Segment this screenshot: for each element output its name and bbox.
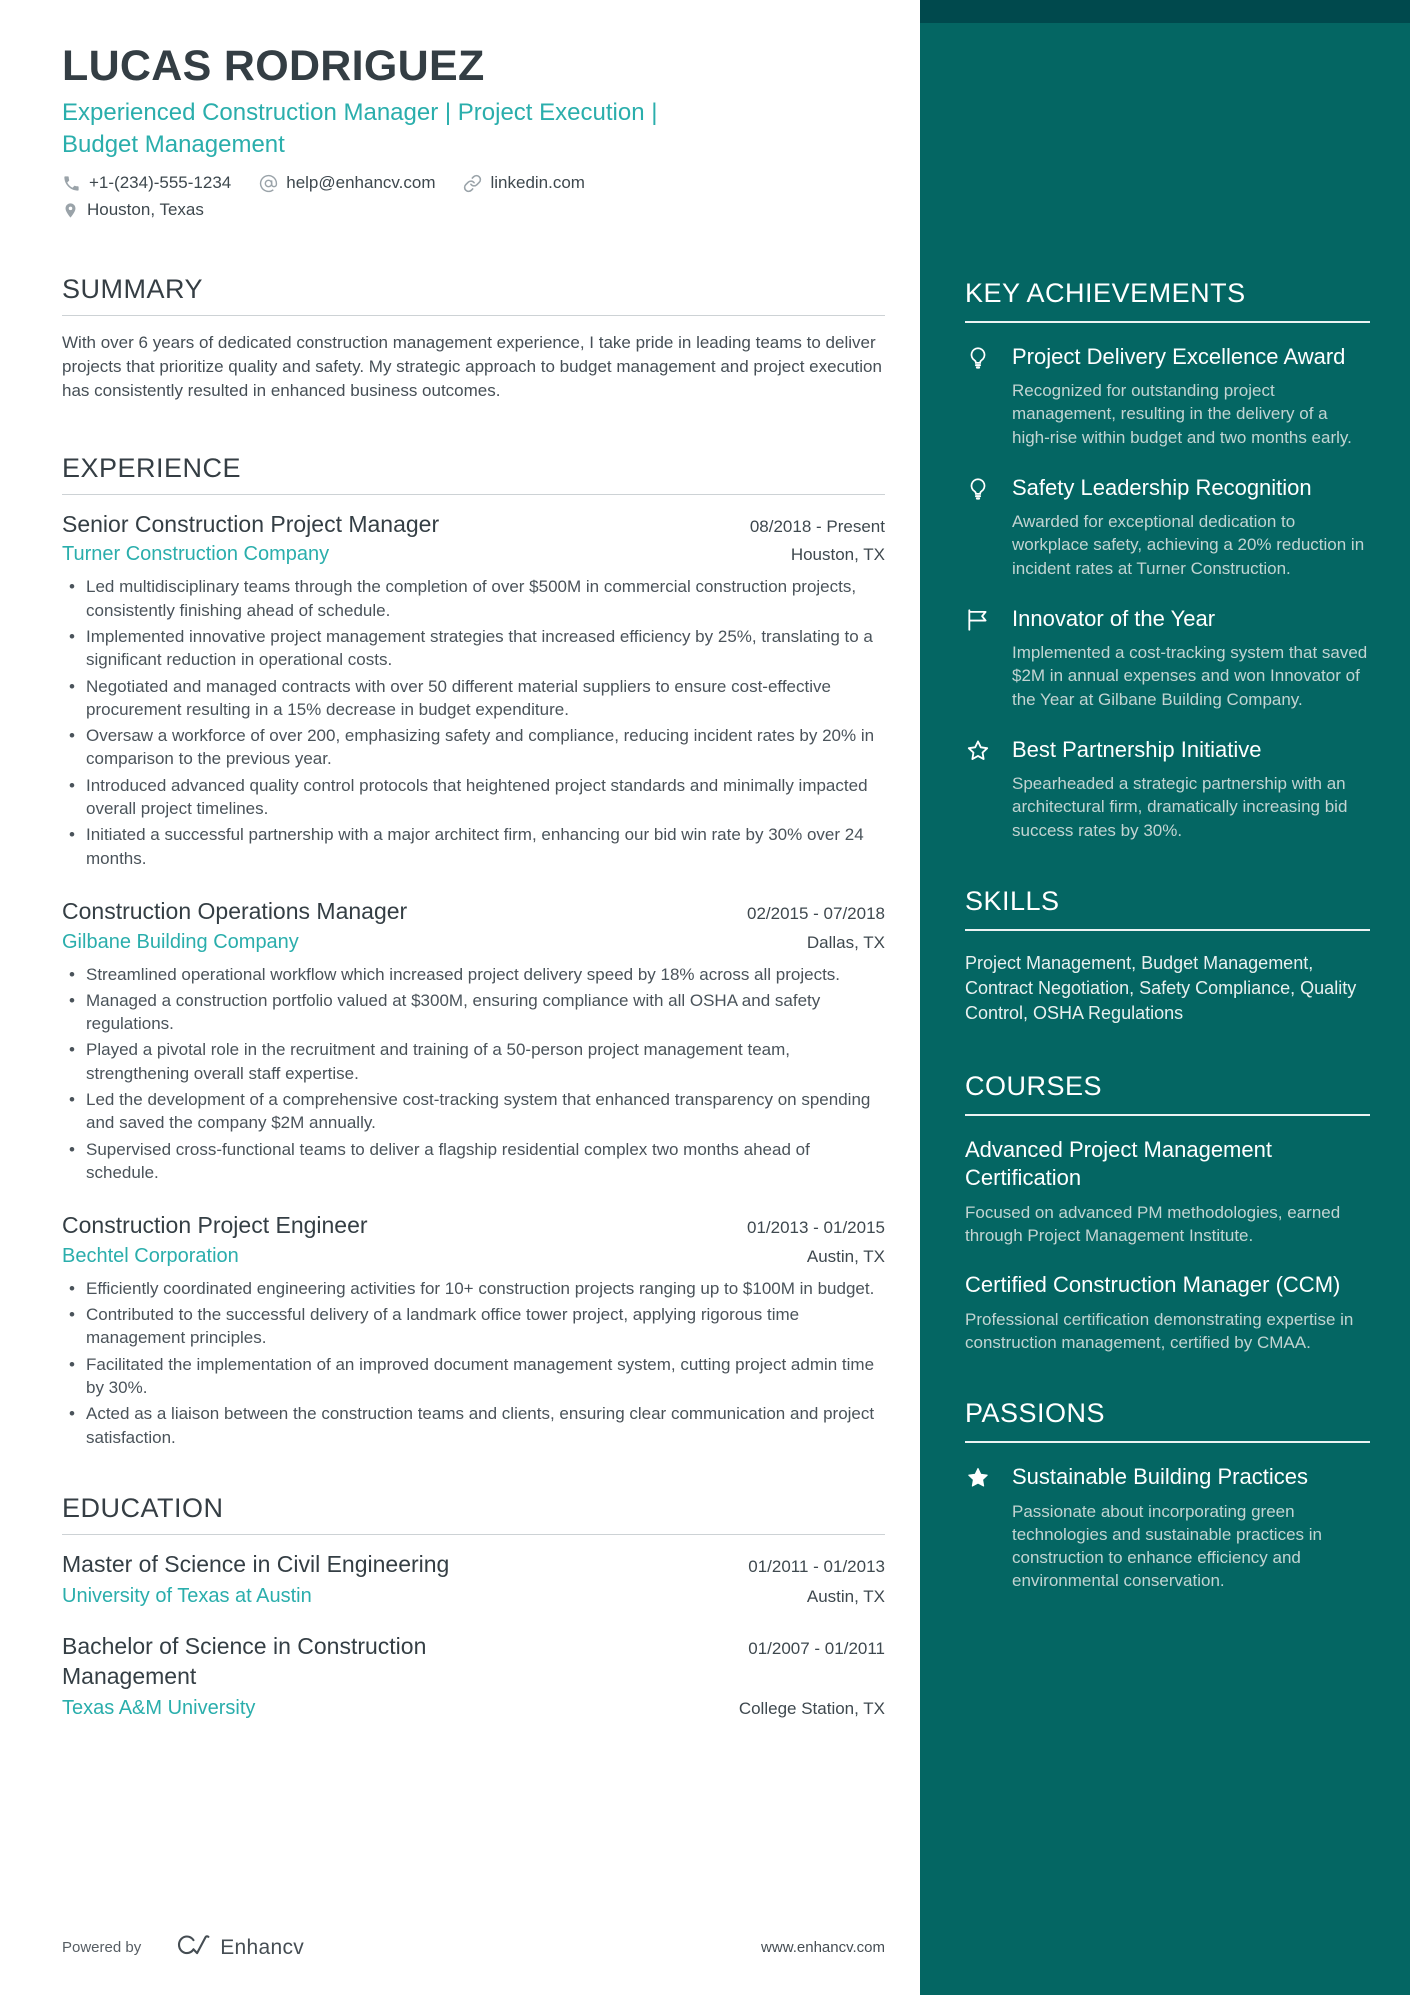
powered-by-label: Powered by (62, 1939, 142, 1956)
section-divider (62, 1534, 885, 1535)
degree-title: Master of Science in Civil Engineering (62, 1550, 450, 1577)
phone-number[interactable]: +1-(234)-555-1234 (89, 173, 232, 193)
job-bullet: • Managed a construction portfolio valued at $300M, ensuring compliance with all OSHA and safety regulations. (62, 989, 885, 1036)
location-text: Houston, Texas (87, 200, 204, 220)
link-icon (463, 174, 482, 193)
key-achievements-heading: KEY ACHIEVEMENTS (965, 278, 1246, 308)
course-text: Professional certification demonstrating expertise in construction management, certified by CMAA. (965, 1309, 1354, 1353)
job-bullet: • Played a pivotal role in the recruitment and training of a 50-person project management team, strengthening overall staff expertise. (62, 1038, 885, 1085)
passions-section (965, 1398, 1370, 1592)
job-bullet-list (62, 963, 885, 1185)
passions-heading: PASSIONS (965, 1398, 1106, 1429)
job-bullet: • Acted as a liaison between the construction teams and clients, ensuring clear communication and project satisfaction. (62, 1402, 885, 1449)
achievement-text: Awarded for exceptional dedication to workplace safety, achieving a 20% reduction in incident rates at Turner Construction. (1012, 512, 1365, 578)
enhancv-brand[interactable] (175, 1932, 304, 1963)
job-bullet-list (62, 1277, 885, 1449)
contact-row (62, 173, 885, 193)
sidebar-divider (965, 929, 1370, 931)
achievement-title: Safety Leadership Recognition (1012, 475, 1312, 500)
experience-section (62, 453, 885, 1449)
courses-section (965, 1071, 1370, 1355)
experience-heading: EXPERIENCE (62, 452, 242, 483)
skills-heading: SKILLS (965, 886, 1060, 916)
skills-list: Project Management, Budget Management, Contract Negotiation, Safety Compliance, Quality Control, OSHA Regulations (965, 953, 1357, 1024)
job-bullet: • Efficiently coordinated engineering activities for 10+ construction projects ranging up to $100M in budget. (62, 1277, 885, 1300)
job-bullet: • Streamlined operational workflow which increased project delivery speed by 18% across all projects. (62, 963, 885, 986)
passion-item (965, 1463, 1370, 1592)
headline: Experienced Construction Manager | Project Execution | Budget Management (62, 99, 658, 158)
job-bullet-list (62, 575, 885, 869)
job-bullet: • Implemented innovative project management strategies that increased efficiency by 25%, translating to a significant reduction in operational costs. (62, 625, 885, 672)
section-divider (62, 494, 885, 495)
email-address[interactable]: help@enhancv.com (286, 173, 436, 193)
job-title: Senior Construction Project Manager (62, 510, 440, 537)
job-bullet: • Negotiated and managed contracts with over 50 different material suppliers to ensure cost-effective procurement resulting in a 15% decrease in budget expenditure. (62, 675, 885, 722)
website-contact (463, 173, 585, 193)
achievement-item (965, 343, 1370, 449)
job-dates: 02/2015 - 07/2018 (746, 903, 885, 923)
education-section (62, 1493, 885, 1720)
sidebar-divider (965, 1114, 1370, 1116)
job-bullet: • Facilitated the implementation of an improved document management system, cutting project admin time by 30%. (62, 1353, 885, 1400)
job-company[interactable]: Gilbane Building Company (62, 930, 299, 953)
course-title: Advanced Project Management Certification (965, 1136, 1272, 1191)
education-entry (62, 1550, 885, 1608)
person-name: LUCAS RODRIGUEZ (62, 42, 485, 90)
courses-heading: COURSES (965, 1070, 1103, 1101)
job-title: Construction Operations Manager (62, 897, 408, 924)
achievement-title: Best Partnership Initiative (1012, 737, 1262, 762)
job-title: Construction Project Engineer (62, 1212, 368, 1239)
at-icon (259, 174, 278, 193)
email-contact (259, 173, 435, 193)
summary-heading: SUMMARY (62, 274, 204, 305)
flag-icon (965, 605, 993, 711)
summary-text: With over 6 years of dedicated construction management experience, I take pride in leading teams to deliver projects that prioritize quality and safety. My strategic approach to budget management and project execution has consistently resulted in enhanced business outcomes. (62, 333, 882, 400)
resume-header (62, 42, 885, 220)
lightbulb-icon (965, 474, 993, 580)
course-item (965, 1271, 1370, 1354)
school-name[interactable]: University of Texas at Austin (62, 1584, 312, 1607)
job-company[interactable]: Turner Construction Company (62, 543, 330, 566)
job-company[interactable]: Bechtel Corporation (62, 1244, 239, 1267)
job-entry (62, 1211, 885, 1449)
achievement-title: Innovator of the Year (1012, 606, 1216, 631)
job-dates: 08/2018 - Present (749, 516, 885, 536)
lightbulb-icon (965, 343, 993, 449)
education-dates: 01/2011 - 01/2013 (748, 1556, 885, 1576)
job-location: Austin, TX (806, 1246, 885, 1266)
job-bullet: • Led the development of a comprehensive cost-tracking system that enhanced transparency on spending and saved the company $2M annually. (62, 1088, 885, 1135)
contact-row-location (62, 200, 885, 220)
education-location: College Station, TX (738, 1698, 885, 1718)
job-bullet: • Supervised cross-functional teams to deliver a flagship residential complex two months ahead of schedule. (62, 1138, 885, 1185)
job-entry (62, 510, 885, 870)
phone-contact (62, 173, 231, 193)
education-heading: EDUCATION (62, 1492, 224, 1523)
school-name[interactable]: Texas A&M University (62, 1696, 256, 1719)
website-url[interactable]: linkedin.com (490, 173, 585, 193)
course-text: Focused on advanced PM methodologies, earned through Project Management Institute. (965, 1202, 1341, 1246)
course-title: Certified Construction Manager (CCM) (965, 1272, 1341, 1298)
enhancv-infinity-logo (175, 1932, 211, 1963)
passion-title: Sustainable Building Practices (1012, 1464, 1308, 1490)
summary-section (62, 274, 885, 402)
achievement-item (965, 474, 1370, 580)
job-bullet: • Introduced advanced quality control protocols that heightened project standards and minimally impacted overall project timelines. (62, 774, 885, 821)
brand-wordmark: Enhancv (220, 1935, 305, 1959)
achievement-text: Recognized for outstanding project management, resulting in the delivery of a high-rise within budget and two months early. (1012, 381, 1352, 447)
course-item (965, 1136, 1370, 1248)
education-location: Austin, TX (806, 1586, 885, 1606)
star-outline-icon (965, 736, 993, 842)
phone-icon (62, 174, 81, 193)
location-pin-icon (62, 201, 79, 220)
achievement-text: Implemented a cost-tracking system that saved $2M in annual expenses and won Innovator of the Year at Gilbane Building Company. (1012, 643, 1368, 709)
sidebar (920, 0, 1410, 1995)
sidebar-divider (965, 321, 1370, 323)
achievement-text: Spearheaded a strategic partnership with an architectural firm, dramatically increasing bid success rates by 30%. (1012, 774, 1348, 840)
section-divider (62, 315, 885, 316)
sidebar-top-strip (920, 0, 1410, 23)
education-dates: 01/2007 - 01/2011 (748, 1638, 885, 1658)
job-bullet: • Led multidisciplinary teams through the completion of over $500M in commercial construction projects, consistently finishing ahead of schedule. (62, 575, 885, 622)
passion-text: Passionate about incorporating green technologies and sustainable practices in construction to enhance efficiency and environmental conservation. (1012, 1501, 1322, 1591)
location-contact (62, 200, 204, 220)
sidebar-divider (965, 1441, 1370, 1443)
education-entry (62, 1632, 885, 1720)
achievement-item (965, 605, 1370, 711)
job-location: Houston, TX (790, 545, 885, 565)
skills-section (965, 886, 1370, 1027)
job-bullet: • Initiated a successful partnership with a major architect firm, enhancing our bid win rate by 30% over 24 months. (62, 823, 885, 870)
key-achievements-section (965, 278, 1370, 842)
job-location: Dallas, TX (806, 932, 885, 952)
star-filled-icon (965, 1463, 993, 1592)
footer (62, 1932, 885, 1963)
job-bullet: • Contributed to the successful delivery of a landmark office tower project, applying rigorous time management principles. (62, 1303, 885, 1350)
achievement-item (965, 736, 1370, 842)
degree-title: Bachelor of Science in Construction Management (62, 1632, 427, 1689)
job-bullet: • Oversaw a workforce of over 200, emphasizing safety and compliance, reducing incident rates by 20% in comparison to the previous year. (62, 724, 885, 771)
job-entry (62, 897, 885, 1184)
site-url[interactable]: www.enhancv.com (761, 1939, 885, 1956)
job-dates: 01/2013 - 01/2015 (746, 1218, 885, 1238)
achievement-title: Project Delivery Excellence Award (1012, 344, 1346, 369)
